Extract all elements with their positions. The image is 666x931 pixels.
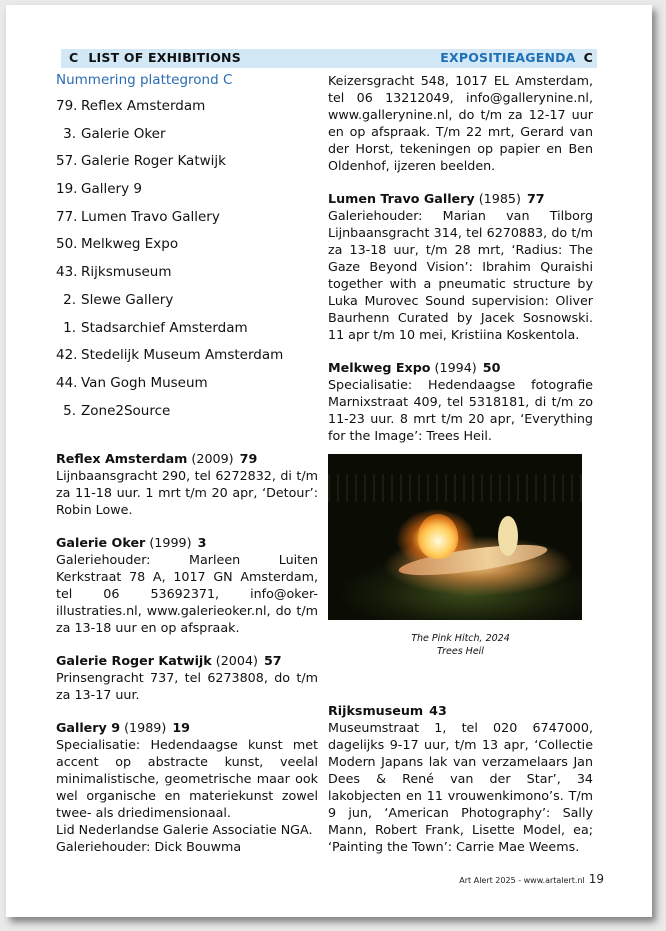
venue-entry-gallery-9-continued: [328, 72, 593, 174]
venue-heading: [56, 534, 318, 551]
photo-caption: [328, 632, 593, 658]
plan-list-item: [56, 179, 318, 207]
section-title-nl: EXPOSITIEAGENDA: [440, 50, 576, 65]
plan-venue: Galerie Roger Katwijk: [81, 153, 226, 170]
plan-number: 2.: [63, 291, 76, 308]
venue-heading: [328, 190, 593, 207]
plan-venue: Rijksmuseum: [81, 264, 172, 281]
venue-heading: [56, 652, 318, 669]
venue-membership: Lid Nederlandse Galerie Associatie NGA.: [56, 822, 313, 838]
photo-flame: [418, 514, 458, 559]
plan-list: [56, 96, 318, 428]
plan-list-item: [56, 401, 318, 429]
section-letter-right: C: [583, 50, 593, 65]
plan-list-item: [56, 96, 318, 124]
plan-venue: Lumen Travo Gallery: [81, 208, 220, 225]
caption-title: The Pink Hitch, 2024: [411, 633, 510, 644]
plan-venue: Reflex Amsterdam: [81, 98, 206, 114]
left-column: [56, 72, 318, 855]
plan-venue: Zone2Source: [81, 402, 171, 419]
venue-year: (1994): [434, 360, 477, 375]
plan-list-item: [56, 290, 318, 318]
plan-venue: Slewe Gallery: [81, 291, 174, 308]
venue-name: Lumen Travo Gallery: [328, 191, 475, 206]
plan-venue: Gallery 9: [81, 181, 142, 198]
plan-number: 3.: [63, 125, 76, 142]
venue-entry-melkweg-expo: [328, 359, 593, 444]
venue-entry-roger-katwijk: [56, 652, 318, 703]
venue-details: Galeriehouder: Marian van Tilborg Lijnbaansgracht 314, tel 6270883, do t/m za 13-18 uur, t/m 28 mrt, ‘Radius: The Gaze Beyond Vision’: Ibrahim Quraishi together with a pneumatic structure by Luka Murovec Sound supervision: Oliver Baurhenn Curated by Jacek Sosnowski. 11 apr t/m 10 mei, Kristiina Koskentola.: [328, 208, 593, 342]
plan-venue: Van Gogh Museum: [81, 374, 208, 391]
page-footer: [459, 872, 604, 886]
plan-venue: Stedelijk Museum Amsterdam: [81, 347, 284, 364]
plan-list-title: Nummering plattegrond C: [56, 72, 233, 88]
caption-artist: Trees Heil: [437, 646, 484, 657]
plan-venue: Melkweg Expo: [81, 236, 179, 253]
venue-entry-gallery-9: [56, 719, 318, 855]
plan-number: 77.: [56, 208, 78, 225]
page-number: 19: [588, 872, 604, 886]
plan-venue: Galerie Oker: [81, 125, 166, 142]
venue-year: (2009): [191, 451, 234, 467]
venue-year: (1999): [149, 535, 192, 551]
venue-year: (2004): [215, 653, 258, 669]
venue-heading: [328, 359, 593, 376]
venue-heading: [56, 719, 318, 736]
venue-details: Lijnbaansgracht 290, tel 6272832, di t/m za 11-18 uur. 1 mrt t/m 20 apr, ‘Detour’: Robin Lowe.: [56, 468, 318, 518]
plan-number: 1.: [63, 319, 76, 336]
venue-details: Galeriehouder: Marleen Luiten Kerkstraat 78 A, 1017 GN Amsterdam, tel 06 53692371, info@oker-illustraties.nl, www.galerieoker.nl, do t/m za 13-18 uur en op afspraak.: [56, 552, 318, 636]
footer-credit: Art Alert 2025 - www.artalert.nl: [459, 876, 585, 885]
plan-list-item: [56, 318, 318, 346]
venue-name: Gallery 9: [56, 720, 121, 736]
plan-number: 79.: [56, 98, 78, 114]
plan-list-item: [56, 345, 318, 373]
venue-plan-number: 79: [239, 451, 258, 467]
plan-number: 50.: [56, 236, 78, 253]
venue-name: Galerie Roger Katwijk: [56, 653, 212, 669]
venue-heading: [56, 450, 318, 467]
artwork-photo: [328, 454, 582, 620]
venue-details: Museumstraat 1, tel 020 6747000, dagelijks 9-17 uur, t/m 13 apr, ‘Collectie Modern Japans lak van verzamelaars Jan Dees & René van der Star’, 34 lakobjecten en 11 vrouwenkimono’s. T/m 9 jun, ‘American Photography’: Sally Mann, Robert Frank, Lisette Model, ea; ‘Painting the Town’: Carrie Mae Weems.: [328, 720, 593, 854]
section-title-en: LIST OF EXHIBITIONS: [88, 50, 241, 65]
venue-entry-rijksmuseum: [328, 702, 593, 855]
plan-list-item: [56, 207, 318, 235]
venue-plan-number: 57: [263, 653, 282, 669]
venue-entry-oker: [56, 534, 318, 636]
plan-venue: Stadsarchief Amsterdam: [81, 319, 248, 336]
plan-list-item: [56, 124, 318, 152]
venue-details: Specialisatie: Hedendaagse fotografie Marnixstraat 409, tel 5318181, di t/m zo 11-23 uur. 8 mrt t/m 20 apr, ‘Everything for the Image’: Trees Heil.: [328, 377, 593, 443]
plan-list-item: [56, 373, 318, 401]
right-column: [328, 72, 593, 855]
plan-number: 42.: [56, 347, 78, 364]
plan-list-item: [56, 234, 318, 262]
photo-fence-background: [328, 474, 582, 502]
venue-name: Reflex Amsterdam: [56, 451, 188, 467]
venue-entry-reflex: [56, 450, 318, 518]
venue-plan-number: 19: [172, 720, 190, 736]
venue-plan-number: 3: [197, 535, 207, 551]
venue-name: Rijksmuseum: [328, 703, 424, 718]
venue-heading: [328, 702, 593, 719]
plan-number: 5.: [63, 402, 76, 419]
section-header-right: [440, 50, 593, 65]
venue-details: Prinsengracht 737, tel 6273808, do t/m za 13-17 uur.: [56, 670, 318, 703]
venue-year: (1985): [478, 191, 521, 206]
venue-year: (1989): [124, 720, 167, 736]
venue-plan-number: 43: [429, 703, 447, 718]
venue-owner: Galeriehouder: Dick Bouwma: [56, 839, 242, 855]
plan-number: 43.: [56, 264, 78, 281]
section-header-bar: [61, 49, 597, 68]
venue-details: Specialisatie: Hedendaagse kunst met accent op abstracte kunst, veelal minimalistische, geometrische maar ook wel organische en materiekunst zowel twee- als driedimensionaal.: [56, 737, 318, 821]
section-letter: C: [69, 50, 79, 65]
venue-plan-number: 77: [526, 191, 545, 206]
plan-number: 19.: [56, 181, 78, 198]
photo-figure-head: [498, 516, 518, 556]
venue-name: Galerie Oker: [56, 535, 146, 551]
plan-number: 57.: [56, 153, 78, 170]
plan-number: 44.: [56, 374, 78, 391]
venue-entry-lumen-travo: [328, 190, 593, 343]
venue-name: Melkweg Expo: [328, 360, 431, 375]
section-header-left: [69, 50, 241, 65]
venue-details: Keizersgracht 548, 1017 EL Amsterdam, tel 06 13212049, info@gallerynine.nl, www.gallerynine.nl, do t/m za 12-17 uur en op afspraak. T/m 22 mrt, Gerard van der Horst, tekeningen op papier en Ben Oldenhof, ijzeren beelden.: [328, 73, 593, 173]
plan-list-item: [56, 151, 318, 179]
venue-plan-number: 50: [482, 360, 501, 375]
plan-list-item: [56, 262, 318, 290]
